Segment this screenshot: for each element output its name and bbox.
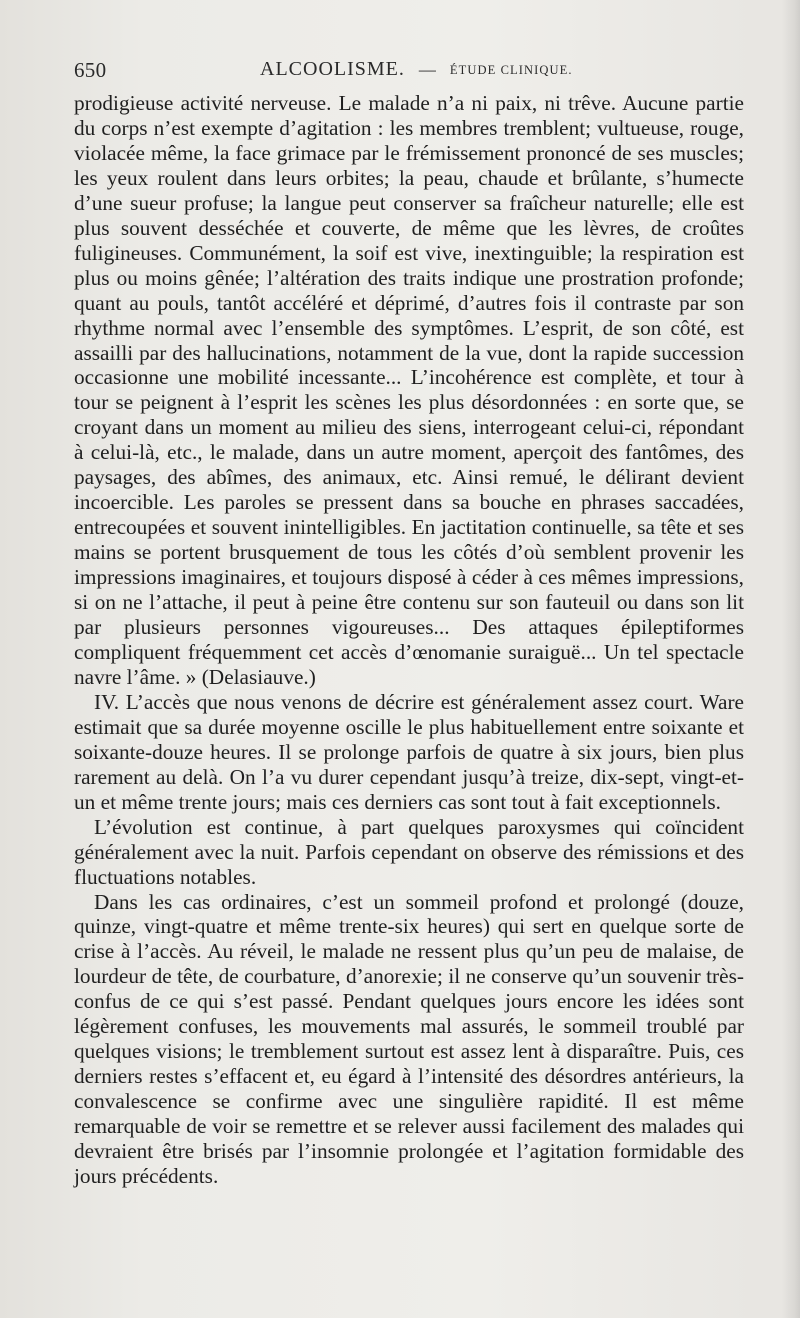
paragraph-continuation: prodigieuse activité nerveuse. Le malade n’a ni paix, ni trêve. Aucune partie du corps n’est exempte d’agitation : les membres tremblent; vultueuse, rouge, violacée même, la face grimace par le frémissement prononcé de ses muscles; les yeux roulent dans leurs orbites; la peau, chaude et brûlante, s’humecte d’une sueur profuse; la langue peut conserver sa fraîcheur naturelle; elle est plus souvent desséchée et couverte, de même que les lèvres, de croûtes fuligineuses. Communément, la soif est vive, inextinguible; la respiration est plus ou moins gênée; l’altération des traits indique une prostration profonde; quant au pouls, tantôt accéléré et déprimé, d’autres fois il contraste par son rhythme normal avec l’ensemble des symptômes. L’esprit, de son côté, est assailli par des hallucinations, notamment de la vue, dont la rapide succession occasionne une mobilité incessante... L’incohérence est complète, et tour à tour se peignent à l’esprit les scènes les plus désordonnées : en sorte que, se croyant dans un moment au milieu des siens, interrogeant celui-ci, répondant à celui-là, etc., le malade, dans un autre moment, aperçoit des fantômes, des paysages, des abîmes, des animaux, etc. Ainsi remué, le délirant devient incoercible. Les paroles se pressent dans sa bouche en phrases saccadées, entrecoupées et souvent inintelligibles. En jactitation continuelle, sa tête et ses mains se portent brusquement de tous les côtés d’où semblent provenir les impressions imaginaires, et toujours disposé à céder à ces mêmes impressions, si on ne l’attache, il peut à peine être contenu sur son fauteuil ou dans son lit par plusieurs personnes vigoureuses... Des attaques épileptiformes compliquent fréquemment cet accès d’œnomanie suraiguë... Un tel spectacle navre l’âme. » (Delasiauve.) xyxy=(74,91,744,689)
paragraph-ordinary-cases: Dans les cas ordinaires, c’est un sommeil profond et prolongé (douze, quinze, vingt-quatre et même trente-six heures) qui sert en quelque sorte de crise à l’accès. Au réveil, le malade ne ressent plus qu’un peu de malaise, de lourdeur de tête, de courbature, d’anorexie; il ne conserve qu’un souvenir très-confus de ce qui s’est passé. Pendant quelques jours encore les idées sont légèrement confuses, les mouvements mal assurés, le sommeil troublé par quelques visions; le tremblement surtout est assez lent à disparaître. Puis, ces derniers restes s’effacent et, eu égard à l’intensité des désordres antérieurs, la convalescence se confirme avec une singulière rapidité. Il est même remarquable de voir se remettre et se relever aussi facilement des malades qui devraient être brisés par l’insomnie prolongée et l’agitation formidable des jours précédents. xyxy=(74,889,744,1188)
running-separator: — xyxy=(418,60,436,79)
page-number: 650 xyxy=(74,58,107,82)
paragraph-section-iv: IV. L’accès que nous venons de décrire est généralement assez court. Ware estimait que sa durée moyenne oscille le plus habituellement entre soixante et soixante-douze heures. Il se prolonge parfois de quatre à six jours, bien plus rarement au delà. On l’a vu durer cependant jusqu’à treize, dix-sept, vingt-et-un et même trente jours; mais ces derniers cas sont tout à fait exceptionnels. xyxy=(74,689,744,814)
running-title: ALCOOLISME. xyxy=(260,58,405,80)
paragraph-evolution: L’évolution est continue, à part quelques paroxysmes qui coïncident généralement avec la nuit. Parfois cependant on observe des rémissions et des fluctuations notables. xyxy=(74,814,744,889)
running-subtitle: ÉTUDE CLINIQUE. xyxy=(449,63,573,77)
running-head xyxy=(260,58,573,81)
page-header xyxy=(74,58,742,84)
body-text xyxy=(74,91,744,1189)
